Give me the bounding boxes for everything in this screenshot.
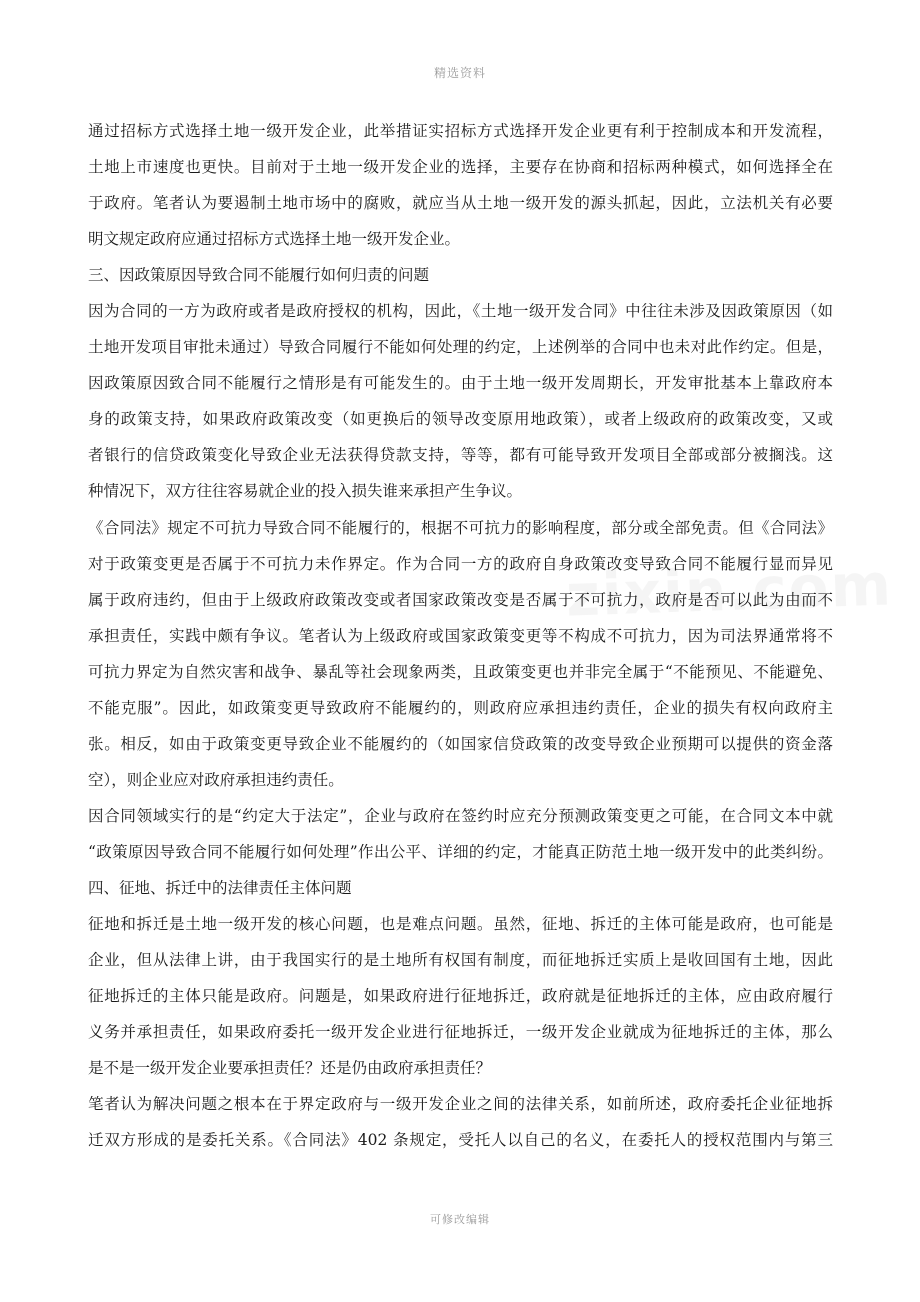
body-line: 者银行的信贷政策变化导致企业无法获得贷款支持，等等，都有可能导致开发项目全部或部分被搁浅。这	[88, 446, 833, 465]
body-line: 属于政府违约，但由于上级政府政策改变或者国家政策改变是否属于不可抗力，政府是否可以此为由而不	[88, 590, 833, 609]
section-heading: 三、因政策原因导致合同不能履行如何归责的问题	[88, 266, 430, 285]
body-line: 义务并承担责任，如果政府委托一级开发企业进行征地拆迁，一级开发企业就成为征地拆迁的主体，那么	[88, 1023, 833, 1042]
page-footer: 可修改编辑	[430, 1213, 490, 1226]
body-line: 因政策原因致合同不能履行之情形是有可能发生的。由于土地一级开发周期长，开发审批基本上靠政府本	[88, 374, 833, 393]
body-line: 征地拆迁的主体只能是政府。问题是，如果政府进行征地拆迁，政府就是征地拆迁的主体，应由政府履行	[88, 987, 833, 1006]
body-line: 土地上市速度也更快。目前对于土地一级开发企业的选择，主要存在协商和招标两种模式，如何选择全在	[88, 158, 833, 177]
body-line: 企业，但从法律上讲，由于我国实行的是土地所有权国有制度，而征地拆迁实质上是收回国有土地，因此	[88, 951, 833, 970]
body-line: 《合同法》规定不可抗力导致合同不能履行的，根据不可抗力的影响程度，部分或全部免责。但《合同法》	[88, 518, 833, 537]
document-body	[88, 113, 833, 1158]
body-line: 明文规定政府应通过招标方式选择土地一级开发企业。	[88, 230, 461, 249]
body-line: 因为合同的一方为政府或者是政府授权的机构，因此，《土地一级开发合同》中往往未涉及因政策原因（如	[88, 302, 833, 321]
body-line: 承担责任，实践中颇有争议。笔者认为上级政府或国家政策变更等不构成不可抗力，因为司法界通常将不	[88, 626, 833, 645]
body-line: 征地和拆迁是土地一级开发的核心问题，也是难点问题。虽然，征地、拆迁的主体可能是政府，也可能是	[88, 915, 833, 934]
section-heading: 四、征地、拆迁中的法律责任主体问题	[88, 878, 352, 897]
body-line: 是不是一级开发企业要承担责任？还是仍由政府承担责任？	[88, 1059, 492, 1078]
body-line: 笔者认为解决问题之根本在于界定政府与一级开发企业之间的法律关系，如前所述，政府委托企业征地拆	[88, 1095, 833, 1114]
body-line: 因合同领域实行的是“约定大于法定”，企业与政府在签约时应充分预测政策变更之可能，在合同文本中就	[88, 806, 833, 825]
body-line: 张。相反，如由于政策变更导致企业不能履约的（如国家信贷政策的改变导致企业预期可以提供的资金落	[88, 734, 833, 753]
body-line: 空），则企业应对政府承担违约责任。	[88, 770, 344, 789]
body-line: 土地开发项目审批未通过）导致合同履行不能如何处理的约定，上述例举的合同中也未对此作约定。但是，	[88, 338, 833, 357]
body-line: “政策原因导致合同不能履行如何处理”作出公平、详细的约定，才能真正防范土地一级开发中的此类纠纷。	[88, 842, 833, 861]
body-line: 迁双方形成的是委托关系。《合同法》402 条规定，受托人以自己的名义，在委托人的授权范围内与第三	[88, 1131, 833, 1150]
body-line: 不能克服”。因此，如政策变更导致政府不能履约的，则政府应承担违约责任，企业的损失有权向政府主	[88, 698, 833, 717]
body-line: 身的政策支持，如果政府政策改变（如更换后的领导改变原用地政策），或者上级政府的政策改变，又或	[88, 410, 833, 429]
body-line: 种情况下，双方往往容易就企业的投入损失谁来承担产生争议。	[88, 482, 523, 501]
page-header: 精选资料	[433, 66, 486, 80]
body-line: 通过招标方式选择土地一级开发企业，此举措证实招标方式选择开发企业更有利于控制成本和开发流程，	[88, 122, 833, 140]
body-line: 对于政策变更是否属于不可抗力未作界定。作为合同一方的政府自身政策改变导致合同不能履行显而异见	[88, 554, 833, 573]
body-line: 于政府。笔者认为要遏制土地市场中的腐败，就应当从土地一级开发的源头抓起，因此，立法机关有必要	[88, 194, 833, 213]
body-line: 可抗力界定为自然灾害和战争、暴乱等社会现象两类，且政策变更也并非完全属于“不能预见、不能避免、	[88, 662, 833, 681]
